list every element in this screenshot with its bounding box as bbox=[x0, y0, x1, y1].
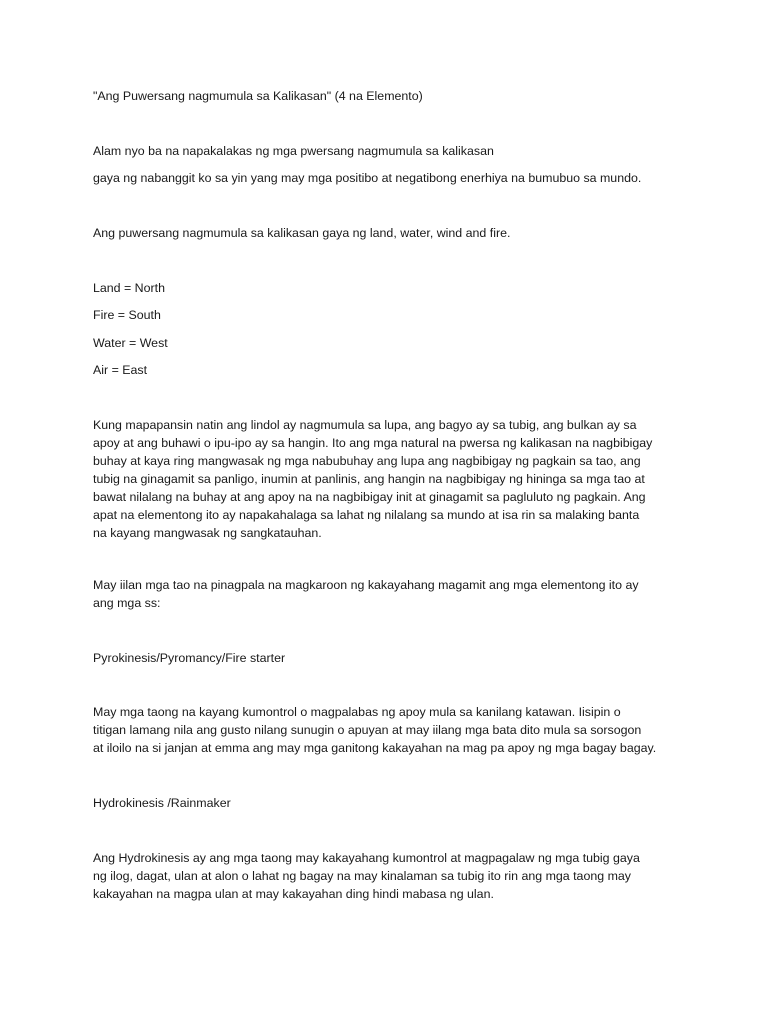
document-title: "Ang Puwersang nagmumula sa Kalikasan" (4 na Elemento) bbox=[93, 89, 423, 103]
section-heading-hydrokinesis: Hydrokinesis /Rainmaker bbox=[93, 796, 231, 810]
paragraph-line: ang mga ss: bbox=[93, 596, 161, 610]
paragraph-line: titigan lamang nila ang gusto nilang sunugin o apuyan at may iilang mga bata dito mula sa sorsogon bbox=[93, 723, 642, 737]
paragraph-line: buhay at kaya ring mangwasak ng mga nabubuhay ang lupa ang nagbibigay ng pagkain sa tao, ang bbox=[93, 454, 641, 468]
section-heading-pyrokinesis: Pyrokinesis/Pyromancy/Fire starter bbox=[93, 651, 286, 665]
paragraph-line: apat na elementong ito ay napakahalaga sa lahat ng nilalang sa mundo at isa rin sa malaking banta bbox=[93, 508, 640, 522]
paragraph-line: at iloilo na si janjan at emma ang may mga ganitong kakayahan na mag pa apoy ng mga bagay bagay. bbox=[93, 741, 657, 755]
paragraph-line: tubig na ginagamit sa panligo, inumin at panlinis, ang hangin na nagbibigay ng hininga sa mga tao at bbox=[93, 472, 645, 486]
intro-line: Alam nyo ba na napakalakas ng mga pwersang nagmumula sa kalikasan bbox=[93, 144, 494, 158]
paragraph-line: ng ilog, dagat, ulan at alon o lahat ng bagay na may kinalaman sa tubig ito rin ang mga taong may bbox=[93, 869, 631, 883]
paragraph-line: bawat nilalang na buhay at ang apoy na na nagbibigay init at ginagamit sa pagluluto ng pagkain. Ang bbox=[93, 490, 646, 504]
paragraph-line: Kung mapapansin natin ang lindol ay nagmumula sa lupa, ang bagyo ay sa tubig, ang bulkan ay sa bbox=[93, 418, 637, 432]
paragraph-line: kakayahan na magpa ulan at may kakayahan ding hindi mabasa ng ulan. bbox=[93, 887, 494, 901]
paragraph-line: Ang Hydrokinesis ay ang mga taong may kakayahang kumontrol at magpagalaw ng mga tubig gaya bbox=[93, 851, 640, 865]
paragraph-line: May mga taong na kayang kumontrol o magpalabas ng apoy mula sa kanilang katawan. Iisipin o bbox=[93, 705, 621, 719]
direction-item: Water = West bbox=[93, 336, 168, 350]
direction-item: Fire = South bbox=[93, 308, 161, 322]
paragraph-line: na kayang mangwasak ng sangkatauhan. bbox=[93, 526, 322, 540]
intro-line: gaya ng nabanggit ko sa yin yang may mga positibo at negatibong enerhiya na bumubuo sa mundo. bbox=[93, 171, 642, 185]
paragraph-line: May iilan mga tao na pinagpala na magkaroon ng kakayahang magamit ang mga elementong ito ay bbox=[93, 578, 639, 592]
paragraph-line: apoy at ang buhawi o ipu-ipo ay sa hangin. Ito ang mga natural na pwersa ng kalikasan na nagbibigay bbox=[93, 436, 653, 450]
direction-item: Land = North bbox=[93, 281, 165, 295]
direction-item: Air = East bbox=[93, 363, 148, 377]
elements-line: Ang puwersang nagmumula sa kalikasan gaya ng land, water, wind and fire. bbox=[93, 226, 511, 240]
